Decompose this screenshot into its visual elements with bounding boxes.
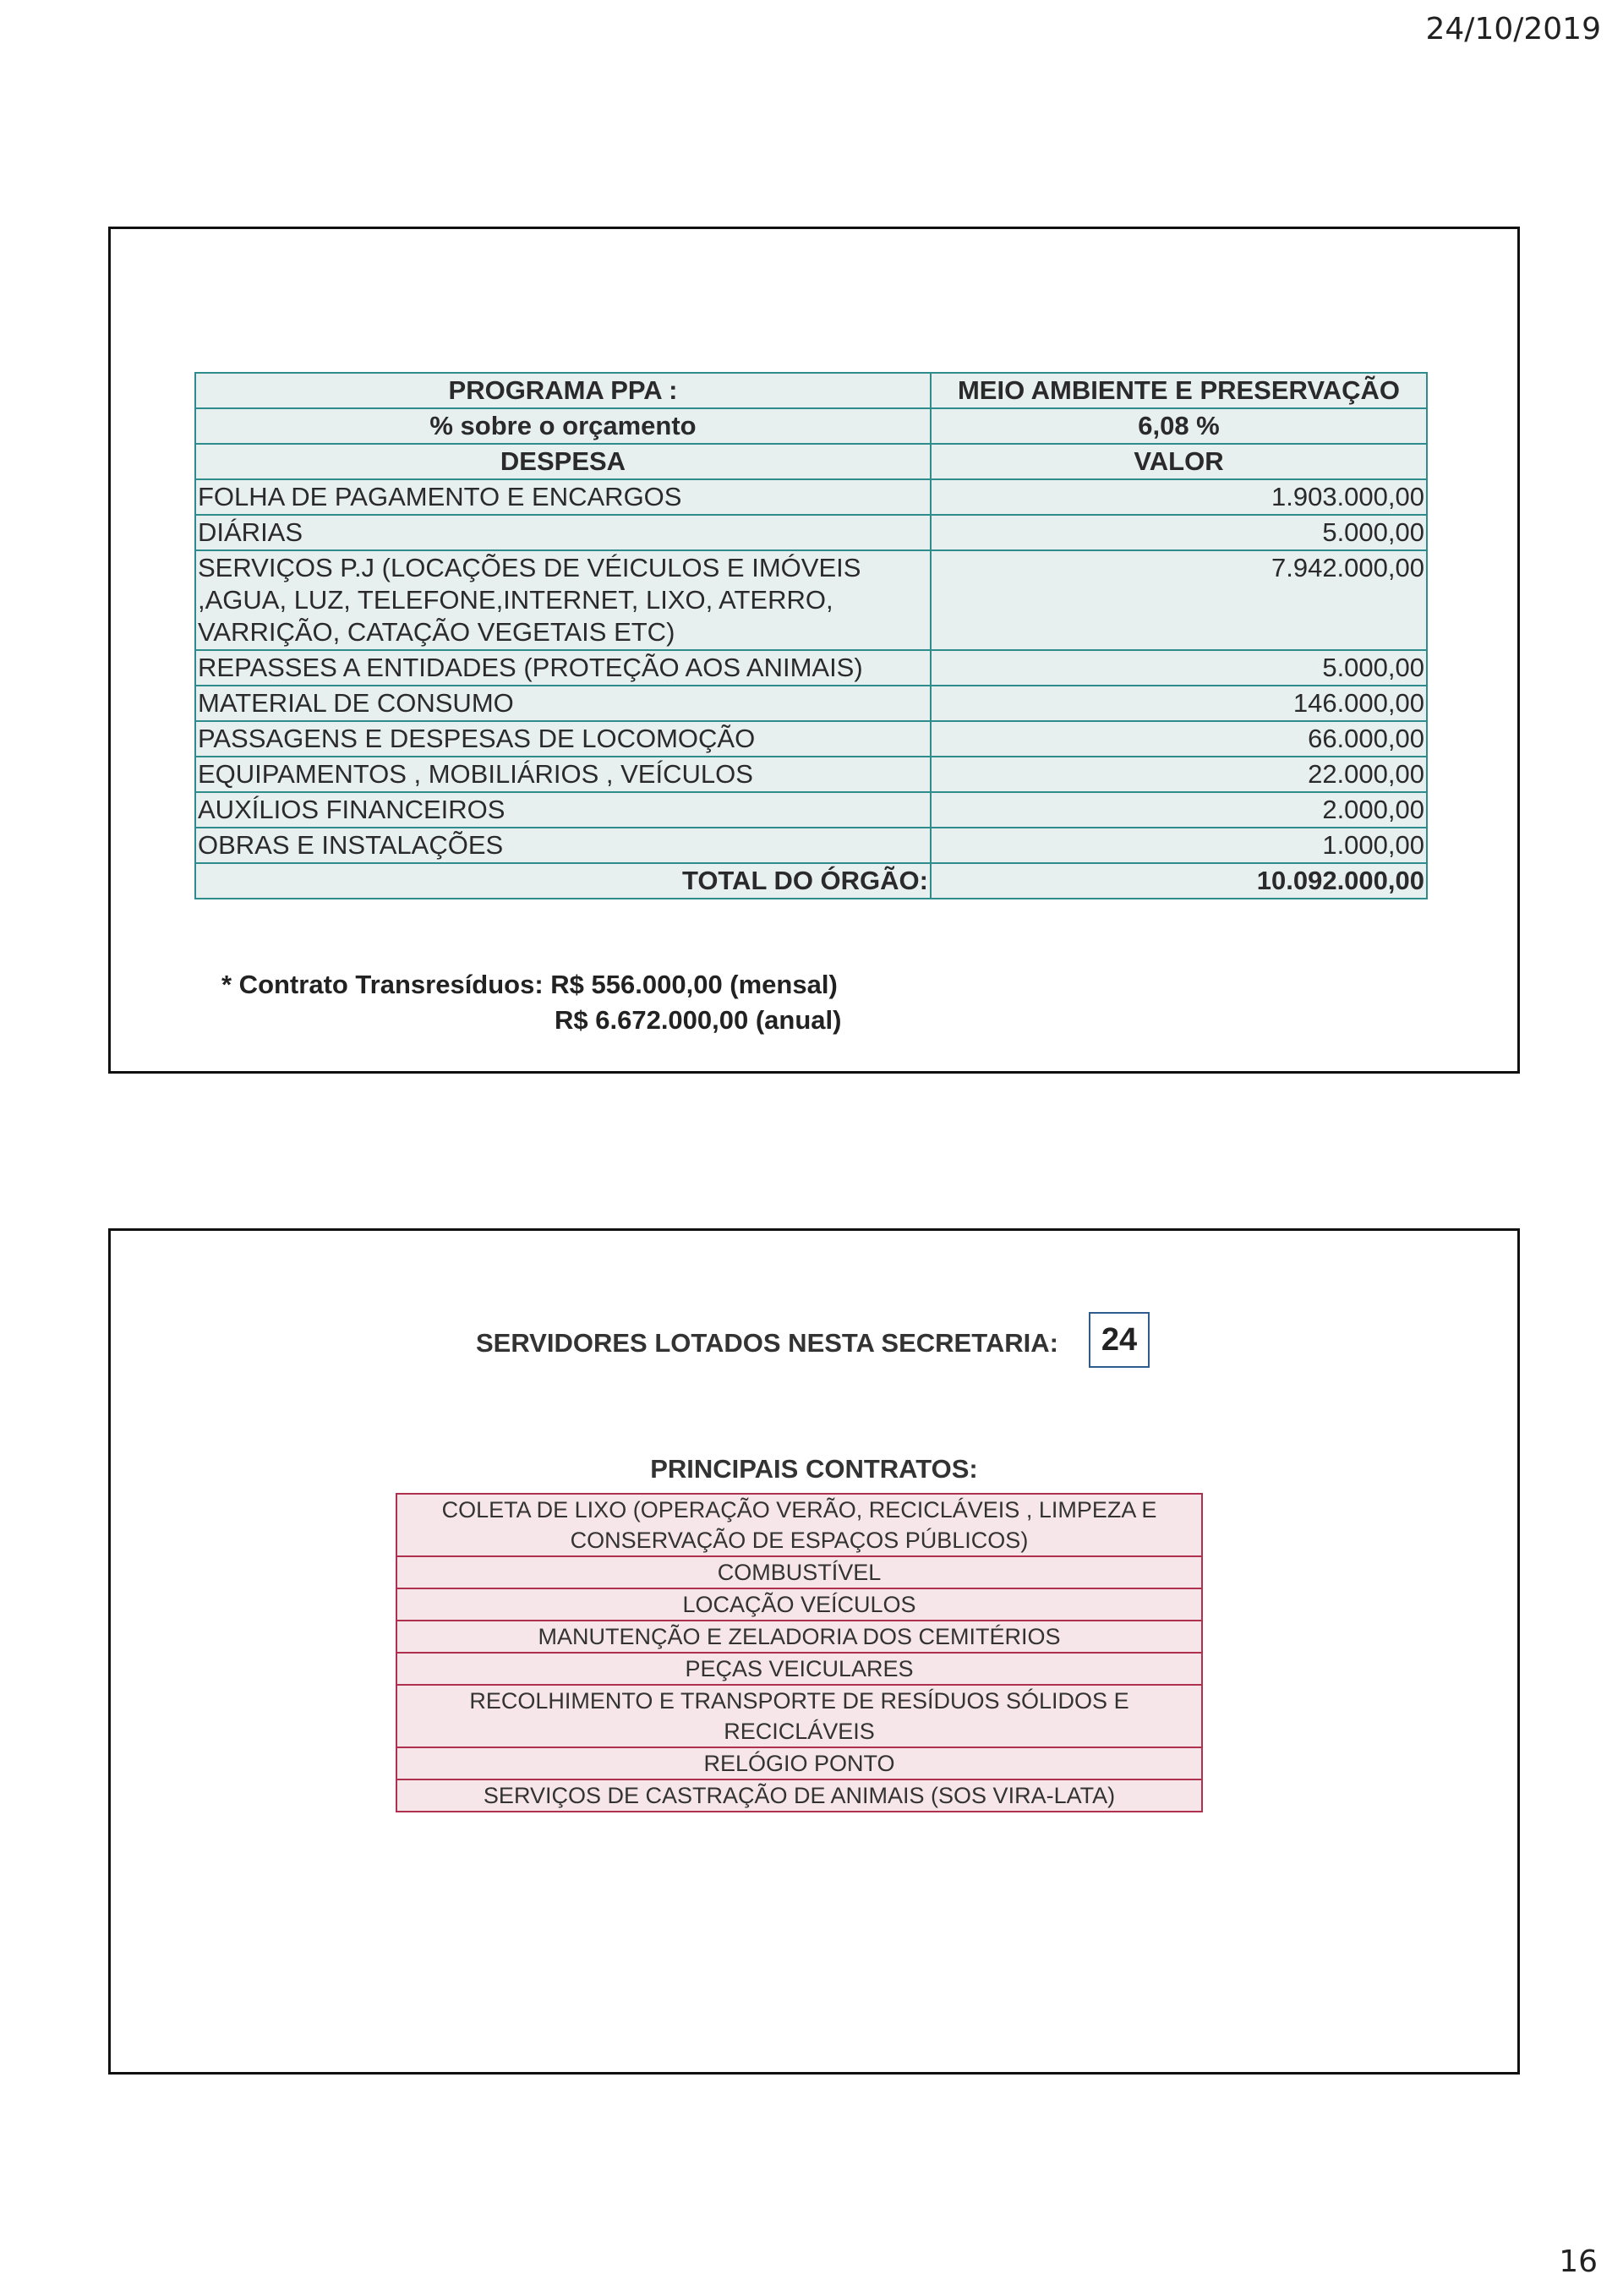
list-item xyxy=(396,1685,1202,1747)
list-item xyxy=(396,1779,1202,1812)
list-item xyxy=(396,1494,1202,1556)
percent-label: % sobre o orçamento xyxy=(195,408,931,444)
expense-label: AUXÍLIOS FINANCEIROS xyxy=(195,792,931,828)
contract-cell xyxy=(396,1588,1202,1621)
expense-value: 5.000,00 xyxy=(931,650,1427,686)
contract-note-line2: R$ 6.672.000,00 (anual) xyxy=(555,1005,842,1035)
col-valor: VALOR xyxy=(931,444,1427,479)
expense-value: 22.000,00 xyxy=(931,757,1427,792)
expense-label-line: VARRIÇÃO, CATAÇÃO VEGETAIS ETC) xyxy=(198,617,675,647)
expense-label: DIÁRIAS xyxy=(195,515,931,550)
expense-label: REPASSES A ENTIDADES (PROTEÇÃO AOS ANIMAIS) xyxy=(195,650,931,686)
table-row xyxy=(195,721,1427,757)
contract-cell xyxy=(396,1779,1202,1812)
expense-label: EQUIPAMENTOS , MOBILIÁRIOS , VEÍCULOS xyxy=(195,757,931,792)
expense-label-line: ,AGUA, LUZ, TELEFONE,INTERNET, LIXO, ATERRO, xyxy=(198,585,833,615)
list-item xyxy=(396,1621,1202,1653)
contract-cell xyxy=(396,1747,1202,1779)
contract-line: RECICLÁVEIS xyxy=(724,1719,875,1744)
total-value: 10.092.000,00 xyxy=(931,863,1427,899)
contract-line: PEÇAS VEICULARES xyxy=(685,1656,914,1681)
expense-value: 146.000,00 xyxy=(931,686,1427,721)
contract-line: CONSERVAÇÃO DE ESPAÇOS PÚBLICOS) xyxy=(570,1528,1029,1553)
table-row xyxy=(195,828,1427,863)
expense-label xyxy=(195,550,931,650)
contract-line: COLETA DE LIXO (OPERAÇÃO VERÃO, RECICLÁVEIS , LIMPEZA E xyxy=(441,1497,1157,1522)
expense-label: OBRAS E INSTALAÇÕES xyxy=(195,828,931,863)
slide-budget xyxy=(108,227,1520,1074)
expense-value: 1.000,00 xyxy=(931,828,1427,863)
expense-label: PASSAGENS E DESPESAS DE LOCOMOÇÃO xyxy=(195,721,931,757)
program-row xyxy=(195,373,1427,408)
expense-value: 5.000,00 xyxy=(931,515,1427,550)
program-label: PROGRAMA PPA : xyxy=(195,373,931,408)
expense-value: 7.942.000,00 xyxy=(931,550,1427,650)
contratos-title: PRINCIPAIS CONTRATOS: xyxy=(650,1454,978,1484)
contract-line: SERVIÇOS DE CASTRAÇÃO DE ANIMAIS (SOS VIRA-LATA) xyxy=(483,1783,1116,1808)
page-number: 16 xyxy=(1559,2244,1598,2279)
table-row xyxy=(195,515,1427,550)
table-row xyxy=(195,650,1427,686)
percent-value: 6,08 % xyxy=(931,408,1427,444)
budget-table xyxy=(194,372,1428,899)
contract-line: COMBUSTÍVEL xyxy=(717,1560,882,1585)
contract-cell xyxy=(396,1653,1202,1685)
servidores-count-badge: 24 xyxy=(1089,1312,1150,1368)
contratos-table xyxy=(396,1493,1203,1812)
contract-line: RELÓGIO PONTO xyxy=(703,1751,895,1776)
total-row xyxy=(195,863,1427,899)
contract-cell xyxy=(396,1556,1202,1588)
contract-cell xyxy=(396,1685,1202,1747)
table-row xyxy=(195,479,1427,515)
list-item xyxy=(396,1588,1202,1621)
list-item xyxy=(396,1556,1202,1588)
slide-contracts xyxy=(108,1228,1520,2075)
contract-line: LOCAÇÃO VEÍCULOS xyxy=(682,1592,916,1617)
expense-value: 1.903.000,00 xyxy=(931,479,1427,515)
table-row xyxy=(195,550,1427,650)
table-row xyxy=(195,792,1427,828)
expense-label: FOLHA DE PAGAMENTO E ENCARGOS xyxy=(195,479,931,515)
total-label: TOTAL DO ÓRGÃO: xyxy=(195,863,931,899)
header-date: 24/10/2019 xyxy=(1425,12,1601,46)
table-row xyxy=(195,686,1427,721)
expense-label-line: SERVIÇOS P.J (LOCAÇÕES DE VÉICULOS E IMÓVEIS xyxy=(198,553,861,582)
program-value: MEIO AMBIENTE E PRESERVAÇÃO xyxy=(931,373,1427,408)
contract-line: RECOLHIMENTO E TRANSPORTE DE RESÍDUOS SÓLIDOS E xyxy=(469,1688,1129,1714)
contract-note xyxy=(221,967,841,1038)
servidores-label: SERVIDORES LOTADOS NESTA SECRETARIA: xyxy=(476,1328,1058,1358)
contract-cell xyxy=(396,1621,1202,1653)
list-item xyxy=(396,1747,1202,1779)
expense-label: MATERIAL DE CONSUMO xyxy=(195,686,931,721)
contract-note-line1: * Contrato Transresíduos: R$ 556.000,00 (mensal) xyxy=(221,970,838,999)
percent-row xyxy=(195,408,1427,444)
column-header-row xyxy=(195,444,1427,479)
col-despesa: DESPESA xyxy=(195,444,931,479)
expense-value: 2.000,00 xyxy=(931,792,1427,828)
contract-cell xyxy=(396,1494,1202,1556)
contract-line: MANUTENÇÃO E ZELADORIA DOS CEMITÉRIOS xyxy=(538,1624,1061,1649)
table-row xyxy=(195,757,1427,792)
expense-value: 66.000,00 xyxy=(931,721,1427,757)
list-item xyxy=(396,1653,1202,1685)
